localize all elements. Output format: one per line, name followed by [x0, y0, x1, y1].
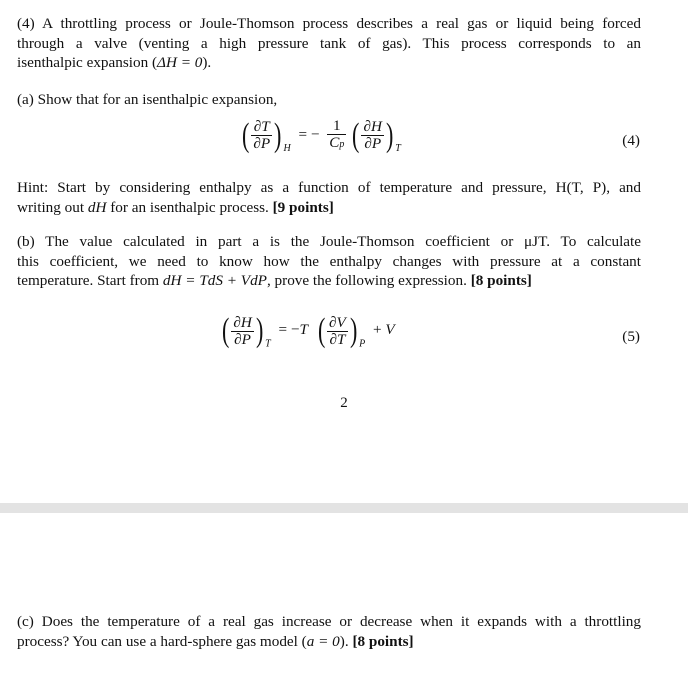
intro-paragraph — [17, 14, 641, 73]
part-b-points: [8 points] — [470, 272, 532, 289]
hint-line-2: writing out dH for an isenthalpic process. [9 points] — [17, 198, 334, 216]
equation-5 — [0, 314, 688, 362]
equation-4-body: ( $\frac{\partial T}{\partial P}$ ) $_H$ = − $\frac{1}{Cp}$ ( $\frac{\partial H}{\partial P}$ ) $_T$ — [241, 116, 401, 154]
part-b-paragraph: (b) The value calculated in part a is the Joule-Thomson coefficient or μJT. To calculate this coefficient, we need to know how the enthalpy changes with pressure at a constant temperature. Start from dH = TdS + VdP, prove the following expression. [8 points] — [17, 233, 641, 289]
delta-h-zero: ΔH = 0 — [157, 54, 203, 71]
part-a-points: [9 points] — [272, 198, 334, 216]
part-c-paragraph: (c) Does the temperature of a real gas increase or decrease when it expands with a throttling process? You can use a hard-sphere gas model (a = 0). [8 points] — [17, 613, 641, 650]
equation-5-body: ( $\frac{\partial H}{\partial P}$ ) $_T$ = −T ( $\frac{\partial V}{\partial T}$ ) $_P$ + V — [221, 312, 395, 350]
equation-5-number: (5) — [622, 328, 640, 345]
part-b-line-3: temperature. Start from dH = TdS + VdP, prove the following expression. [8 points] — [17, 272, 532, 289]
intro-line-2: through a valve (venting a high pressure tank of gas). This process corresponds to an — [17, 34, 641, 52]
page-number: 2 — [340, 395, 348, 411]
equation-4 — [0, 118, 688, 166]
part-c-label: (c) — [17, 613, 34, 630]
part-b-line-2: this coefficient, we need to know how the enthalpy changes with pressure at a constant — [17, 252, 641, 270]
intro-line-3: isenthalpic expansion (ΔH = 0). — [17, 54, 212, 71]
part-a-prompt: (a) Show that for an isenthalpic expansion, — [17, 91, 278, 108]
part-b-label: (b) — [17, 233, 35, 250]
intro-line-1: (4) A throttling process or Joule-Thomson process describes a real gas or liquid being forced — [17, 15, 641, 32]
part-c-points: [8 points] — [352, 632, 414, 650]
page-divider — [0, 503, 688, 513]
equation-4-number: (4) — [622, 132, 640, 149]
hint-line-1: Hint: Start by considering enthalpy as a function of temperature and pressure, H(T, P), and — [17, 179, 641, 196]
part-a-hint — [17, 178, 641, 217]
part-a-label: (a) — [17, 91, 34, 108]
part-c-line-2: process? You can use a hard-sphere gas model (a = 0). [8 points] — [17, 632, 414, 650]
